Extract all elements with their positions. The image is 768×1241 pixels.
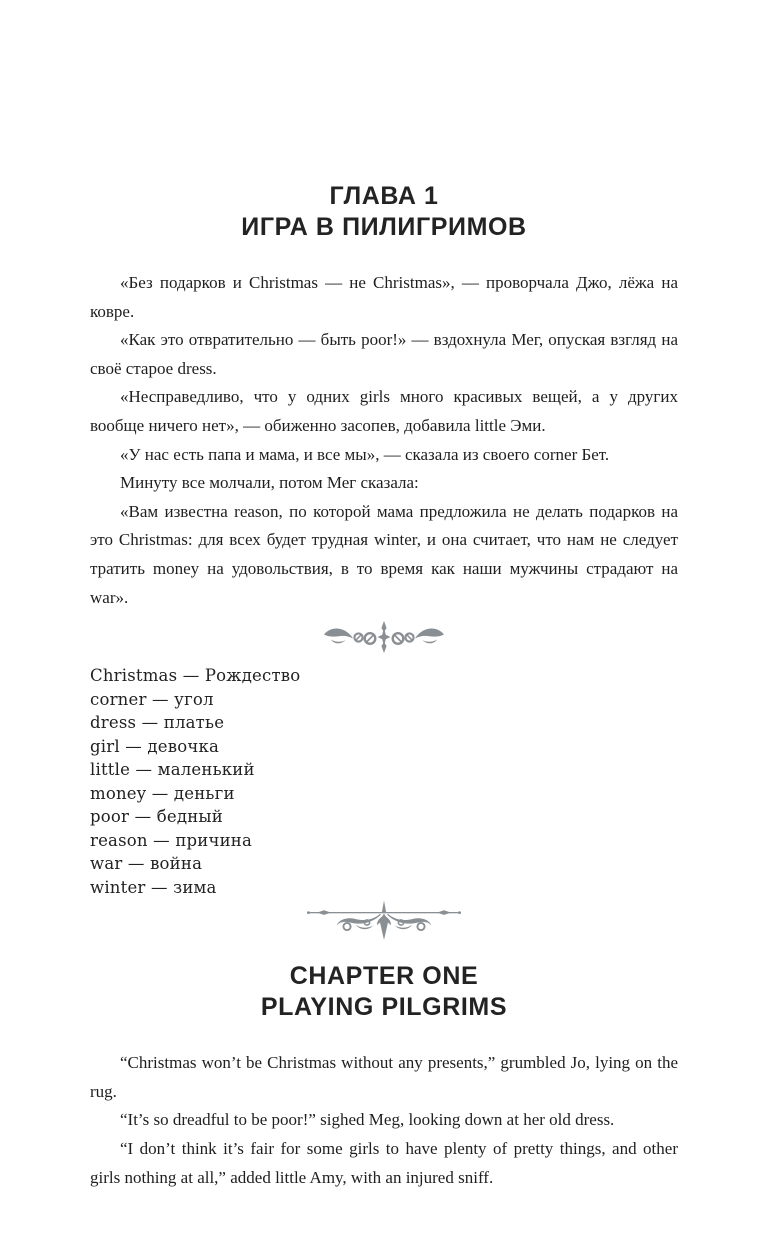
paragraph-en: “It’s so dreadful to be poor!” sighed Meg, looking down at her old dress. [120,1110,615,1130]
flourish-ornament-icon [321,620,447,654]
vocab-russian-translation: война [150,854,203,874]
paragraph-ru: «Вам известна reason, по которой мама предложила не делать подарков на это Christmas: для всех будет трудная winter, и она считает, что нам не следует тратить money на удовольствия, в то время как наши мужчины страдают на war». [90,501,678,607]
vocab-russian-translation: Рождество [204,666,301,686]
chapter-number-en: CHAPTER ONE [289,962,479,991]
vocab-russian-translation: девочка [147,736,220,756]
vocab-separator-dash: — [125,736,142,756]
rule-ornament-icon [304,899,464,943]
vocabulary-item [90,782,678,806]
vocab-separator-dash: — [151,783,169,803]
vocab-separator-dash: — [150,877,168,897]
vocab-separator-dash: — [141,713,159,733]
vocab-russian-translation: угол [174,689,214,709]
vocabulary-item [90,758,678,782]
russian-paragraphs [90,269,678,612]
vocab-english-word: poor [90,807,130,827]
scroll-flourish-divider [90,620,678,654]
vocabulary-item [90,852,678,876]
paragraph-ru: «Несправедливо, что у одних girls много красивых вещей, а у других вообще ничего нет», — обиженно засопев, добавила little Эми. [90,387,678,435]
vocabulary-item [90,688,678,712]
paragraph-ru: Минуту все молчали, потом Мег сказала: [120,473,419,493]
vocab-english-word: money [90,783,147,803]
vocab-english-word: girl [90,736,120,756]
vocab-russian-translation: зима [173,877,217,897]
vocabulary-item [90,664,678,688]
vocab-separator-dash: — [152,689,169,709]
paragraph-ru: «Без подарков и Christmas — не Christmas», — проворчала Джо, лёжа на ковре. [90,273,678,321]
vocabulary-list [90,664,678,899]
english-paragraphs [90,1049,678,1192]
vocab-english-word: dress [90,713,137,733]
vocab-separator-dash: — [182,666,200,686]
chapter-title-en: PLAYING PILGRIMS [260,993,508,1022]
vocab-russian-translation: деньги [173,783,235,803]
vocab-russian-translation: бедный [156,807,223,827]
chapter-heading-ru [90,181,678,243]
vocabulary-item [90,711,678,735]
vocabulary-item [90,735,678,759]
vocab-separator-dash: — [153,830,170,850]
paragraph-ru: «У нас есть папа и мама, и все мы», — сказала из своего corner Бет. [120,444,610,464]
vocab-russian-translation: причина [175,830,253,850]
vocab-english-word: reason [90,830,148,850]
vocab-english-word: war [90,854,123,874]
vocabulary-item [90,805,678,829]
chapter-heading-en [90,961,678,1023]
paragraph-en: “Christmas won’t be Christmas without any presents,” grumbled Jo, lying on the rug. [90,1053,678,1101]
vocab-english-word: corner [90,689,147,709]
vocabulary-item [90,876,678,900]
paragraph-ru: «Как это отвратительно — быть poor!» — вздохнула Мег, опуская взгляд на своё старое dress. [90,330,678,378]
chapter-number-ru: ГЛАВА 1 [329,182,439,210]
vocabulary-item [90,829,678,853]
rule-flourish-divider [90,899,678,943]
vocab-english-word: winter [90,877,146,897]
vocab-separator-dash: — [134,807,152,827]
vocab-russian-translation: платье [163,713,225,733]
chapter-title-ru: ИГРА В ПИЛИГРИМОВ [241,213,527,241]
paragraph-en: “I don’t think it’s fair for some girls to have plenty of pretty things, and other girls nothing at all,” added little Amy, with an injured sniff. [90,1138,678,1187]
vocab-separator-dash: — [127,854,145,874]
vocab-separator-dash: — [135,760,153,780]
vocab-english-word: Christmas [90,666,178,686]
vocab-english-word: little [90,760,131,780]
vocab-russian-translation: маленький [157,760,255,780]
